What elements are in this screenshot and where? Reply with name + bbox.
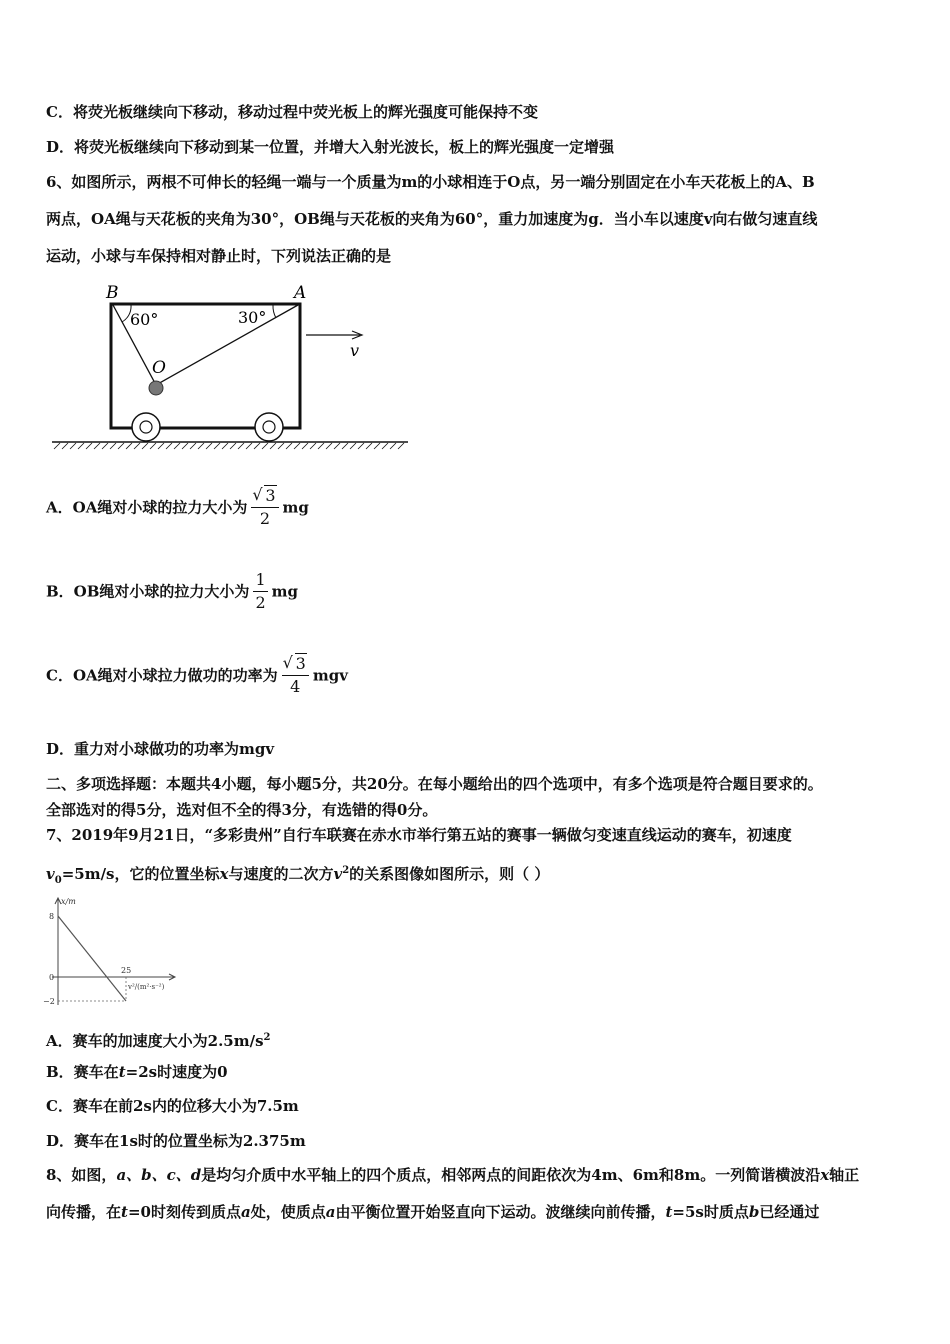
q6-option-b-unit: mg xyxy=(271,582,298,601)
angle-label-60: 60° xyxy=(130,310,159,329)
label-v: v xyxy=(350,341,360,360)
q6-cart-figure xyxy=(48,278,418,454)
x-tick-25: 25 xyxy=(121,966,132,975)
fraction-sqrt3-over-2: √ $\frac{3}{2}$ xyxy=(251,486,278,529)
q6-option-a xyxy=(46,486,309,529)
q7-stem-line1: 7、2019年9月21日，“多彩贵州”自行车联赛在赤水市举行第五站的赛事一辆做匀变速直线运动的赛车，初速度 xyxy=(46,826,792,844)
q6-option-c-unit: mgv xyxy=(312,666,348,685)
q8-stem-line2: 向传播，在t=0时刻传到质点a处，使质点a由平衡位置开始竖直向下运动。波继续向前传播，t=5s时质点b已经通过 xyxy=(46,1203,820,1221)
label-a: A xyxy=(294,283,307,303)
q7-option-d: D．赛车在1s时的位置坐标为2.375m xyxy=(46,1132,306,1150)
q6-option-b xyxy=(46,570,298,613)
q6-option-a-text: A．OA绳对小球的拉力大小为 xyxy=(46,498,248,517)
q7-graph xyxy=(40,895,185,1010)
graph-line xyxy=(58,916,126,1001)
string-oa xyxy=(156,305,298,385)
ball xyxy=(149,381,163,395)
label-b: B xyxy=(106,283,119,303)
angle-label-30: 30° xyxy=(238,308,267,327)
q6-option-c xyxy=(46,654,348,697)
fraction-1-over-2: $\frac{1}{2}$ xyxy=(255,570,266,612)
label-o: O xyxy=(152,358,166,378)
q5-option-d: D．将荧光板继续向下移动到某一位置，并增大入射光波长，板上的辉光强度一定增强 xyxy=(46,138,615,156)
q8-stem-line1: 8、如图，a、b、c、d是均匀介质中水平轴上的四个质点，相邻两点的间距依次为4m、6m和8m。一列简谐横波沿x轴正 xyxy=(46,1166,860,1184)
section2-line1: 二、多项选择题：本题共4小题，每小题5分，共20分。在每小题给出的四个选项中，有多个选项是符合题目要求的。 xyxy=(46,775,823,793)
q6-stem-line3: 运动，小球与车保持相对静止时，下列说法正确的是 xyxy=(46,247,392,265)
y-tick-8: 8 xyxy=(49,912,55,921)
section2-line2: 全部选对的得5分，选对但不全的得3分，有选错的得0分。 xyxy=(46,801,438,819)
y-tick-0: 0 xyxy=(49,973,55,982)
q6-stem-line2: 两点，OA绳与天花板的夹角为30°，OB绳与天花板的夹角为60°，重力加速度为g．当小车以速度v向右做匀速直线 xyxy=(46,210,818,228)
y-axis-label: x/m xyxy=(61,897,76,906)
q7-option-a: A．赛车的加速度大小为$2.5m/s^2$ xyxy=(46,1032,271,1050)
y-tick-minus2: −2 xyxy=(43,997,55,1006)
q6-option-a-unit: mg xyxy=(282,498,309,517)
q6-stem-line1: 6、如图所示，两根不可伸长的轻绳一端与一个质量为m的小球相连于O点，另一端分别固定在小车天花板上的A、B xyxy=(46,173,815,191)
q6-option-c-text: C．OA绳对小球拉力做功的功率为 xyxy=(46,666,278,685)
fraction-sqrt3-over-4: √ $\frac{3}{4}$ xyxy=(282,654,309,697)
q5-option-c: C．将荧光板继续向下移动，移动过程中荧光板上的辉光强度可能保持不变 xyxy=(46,103,538,121)
ground-hatching xyxy=(54,443,404,449)
q6-option-b-text: B．OB绳对小球的拉力大小为 xyxy=(46,582,250,601)
q7-option-b: B．赛车在t=2s时速度为0 xyxy=(46,1063,228,1081)
q6-option-d: D．重力对小球做功的功率为mgv xyxy=(46,740,275,758)
q7-stem-line2: $v_0=5m/s$，它的位置坐标x与速度的二次方$v^2$的关系图像如图所示，则（ ） xyxy=(46,865,550,886)
x-axis-label: v²/(m²·s⁻²) xyxy=(128,983,165,991)
q7-option-c: C．赛车在前2s内的位移大小为7.5m xyxy=(46,1097,299,1115)
angle-arc-a xyxy=(273,305,276,318)
